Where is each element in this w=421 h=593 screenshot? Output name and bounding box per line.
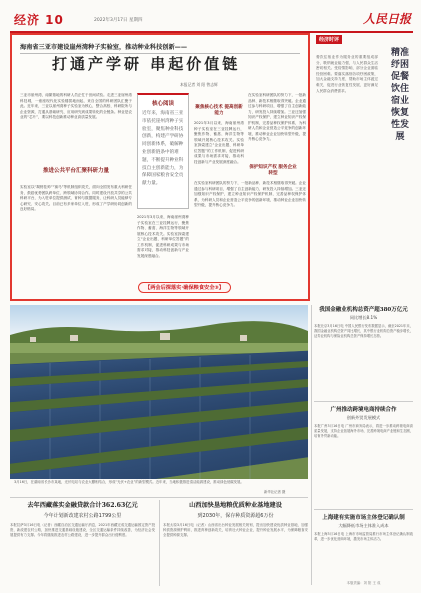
bottom-story-2-subhead: 到2030年，保存种质资源超6万份	[197, 513, 274, 519]
right-column-divider	[311, 305, 312, 585]
right-news-headline: 上海建有实施市场主体登记确认制	[322, 515, 405, 521]
rail-tag: 经济时评	[316, 35, 342, 44]
section-label: 经济 10	[14, 13, 64, 27]
solar-farm-photo	[10, 305, 308, 479]
masthead	[10, 9, 413, 33]
lead-body-mid: 2021年3月以来，海南崖州湾种子实验室在三亚挂牌运行，聚焦作物、畜禽、海洋生物等领域开展核心技术攻关。实验室探索建立“企业出题、科研单位答题”的工作机制，促进科研成果与市场需求对接，推动科技创新与产业发展深度融合。	[137, 215, 189, 258]
lead-subhead-2: 保护知识产权 服务企业转型	[249, 165, 297, 176]
series-label: 【两会后探落实·确保粮食安全③】	[138, 282, 231, 293]
right-rail-commentary[interactable]	[314, 33, 413, 301]
right-news-subhead: 创新外贸发展模式	[346, 415, 381, 420]
right-news-subhead: 同比增长8.1%	[349, 315, 378, 320]
lead-deck: 海南省三亚市建设崖州湾种子实验室，推动种业科技创新——	[20, 42, 300, 54]
bottom-divider	[10, 497, 308, 498]
bottom-story-2[interactable]	[163, 500, 308, 587]
lead-body-right-b: 在实验室科研团队的努力下，一批新品种、新技术相继取得突破。企业通过参与科研项目，增强了自主创新能力，研发投入持续增加。三亚还加强知识产权保护，建立种业知识产权保护机制，完善品种权保护体系，为科研人员和企业营造公平竞争的创新环境，推动种业企业加快转型升级，提升核心竞争力。	[248, 93, 306, 141]
photo-credit: 新华社记者 摄	[264, 490, 286, 494]
newspaper-logo: 人民日报	[362, 12, 411, 26]
bottom-story-1-headline: 去年西藏落实金融贷款合计362.63亿元	[27, 502, 138, 509]
bottom-story-1-subhead: 今年计划新改建农村公路1799公里	[43, 513, 122, 519]
core-reading-box	[137, 93, 189, 209]
bottom-story-1[interactable]	[10, 500, 155, 587]
right-news-item[interactable]	[314, 305, 413, 394]
lead-byline: 本报记者 刘 阳 曾志辉	[180, 82, 218, 87]
right-news-item[interactable]	[314, 513, 413, 578]
column-divider	[159, 500, 160, 586]
bottom-story-2-body: 本报太原3月16日电（记者）山西省出台种业发展相关规划，提出加快建设优质种业基地，加强种质资源保护利用，推进育种创新攻关，培育壮大种业企业，提升种业发展水平，为保障粮食安全提供种源支撑。	[163, 523, 308, 538]
right-news-body: 本报上海3月16日电 上海市市场监管局推行市场主体登记确认制改革，进一步优化营商环境，激发市场主体活力。	[314, 532, 413, 541]
bottom-story-2-headline: 山西加快垦地粮优质种业基地建设	[189, 502, 282, 509]
lead-body-right-c: 在实验室科研团队的努力下，一批新品种、新技术相继取得突破。企业通过参与科研项目，增强了自主创新能力，研发投入持续增加。三亚还加强知识产权保护，建立种业知识产权保护机制，完善品种权保护体系，为科研人员和企业营造公平竞争的创新环境，推动种业企业加快转型升级，提升核心竞争力。	[194, 181, 306, 207]
page-editor-footer: 本版责编：刘 阳 王 成	[346, 581, 381, 585]
lead-kicker-1: 推进公共平台汇聚科研力量	[42, 168, 109, 174]
right-news-divider	[314, 401, 413, 402]
issue-date: 2022年3月17日 星期四	[94, 18, 143, 23]
right-news-body: 本报北京3月16日电 中国人民银行发布数据显示，截至2021年末，我国金融业机构总资产同比增长，其中银行业机构总资产稳步增长，证券业机构与保险业机构总资产保持增长态势。	[314, 324, 413, 338]
lead-body-right-a: 2021年3月以来，海南崖州湾种子实验室在三亚挂牌运行，聚焦作物、畜禽、海洋生物等领域开展核心技术攻关。实验室探索建立“企业出题、科研单位答题”的工作机制，促进科研成果与市场需求对接，推动科技创新与产业发展深度融合。	[194, 121, 244, 164]
lead-headline: 打通产学研 串起价值链	[52, 55, 241, 73]
lead-body-left: 三亚市崖州湾，南繁基地的科研人员正忙于田间试验。走进三亚崖州湾科技城，一座座现代化实验楼拔地而起，来自全国的科研团队汇聚于此。近年来，三亚以崖州湾种子实验室为核心，整合高校、科研院所与企业资源，打通从基础研究、应用研究到成果转化的全链条。种业是农业的“芯片”，要以科技创新推动种业高质量发展。	[20, 93, 132, 119]
right-news-subhead: 大幅降低市场主体准入成本	[338, 523, 389, 528]
photo-caption: 3月16日，在湖南省长沙市某地，光伏电站与农业大棚相结合，形成“光伏+农业”的新型模式。近年来，当地积极推进清洁能源建设，推动绿色低碳发展。	[14, 480, 244, 484]
rail-headline: 精准纾困 促餐饮住宿业恢复性发展	[390, 48, 409, 142]
core-reading-title: 核心阅读	[151, 101, 174, 107]
lead-story-highlight[interactable]	[10, 33, 310, 301]
right-news-headline: 我国金融业机构总资产超380万亿元	[319, 307, 408, 313]
right-news-headline: 广州推动跨境电商持续合作	[330, 407, 397, 413]
right-news-item[interactable]	[314, 405, 413, 514]
core-reading-body: 近年来，海南省三亚市依托崖州湾种子实验室，聚焦种业科技创新，构建产学研协同创新体系，破解种业创新链条中的难题，不断提升种业科技自主创新能力，为保障国家粮食安全贡献力量。	[142, 111, 184, 187]
lead-subhead-1: 聚焦核心技术 提高创新能力	[195, 105, 243, 116]
lead-body-left-2: 实验室以“揭榜挂帅”“赛马”等机制组织攻关，面向全国发布重大科研任务，鼓励优势团队跨单位、跨领域协同合作。同时建设开放共享的公共科研平台，为入驻单位提供测试、育种与数据服务，让科研人员能够专心研究、安心攻关。目前已有多家单位入驻，形成了产学研协同创新的良好格局。	[20, 185, 132, 211]
right-news-body: 本报广州3月16日电 广州市商务局表示，将进一步推动跨境电商高质量发展，支持企业拓展海外市场，完善跨境电商产业链和生态圈，培育外贸新动能。	[314, 424, 413, 438]
right-news-divider	[314, 509, 413, 510]
news-photo	[10, 305, 308, 479]
rail-body: 餐饮住宿业作为服务业的重要组成部分，吸纳就业能力强，与人民群众生活密切相关。受疫情影响，部分企业面临经营困难。要落实落细各项纾困政策，加大金融支持力度，帮助市场主体渡过难关，促进行业恢复性发展，更好满足人民群众消费需求。	[316, 55, 378, 93]
bottom-story-1-body: 本报拉萨3月16日电（记者）西藏自治区交通运输厅消息，2021年西藏完成交通运输固定资产投资，新改建农村公路，加快推进交通基础设施建设，全区交通运输条件持续改善，为经济社会发展提供有力支撑。今年将继续推进农村公路建设，进一步提升群众出行便利度。	[10, 523, 155, 538]
